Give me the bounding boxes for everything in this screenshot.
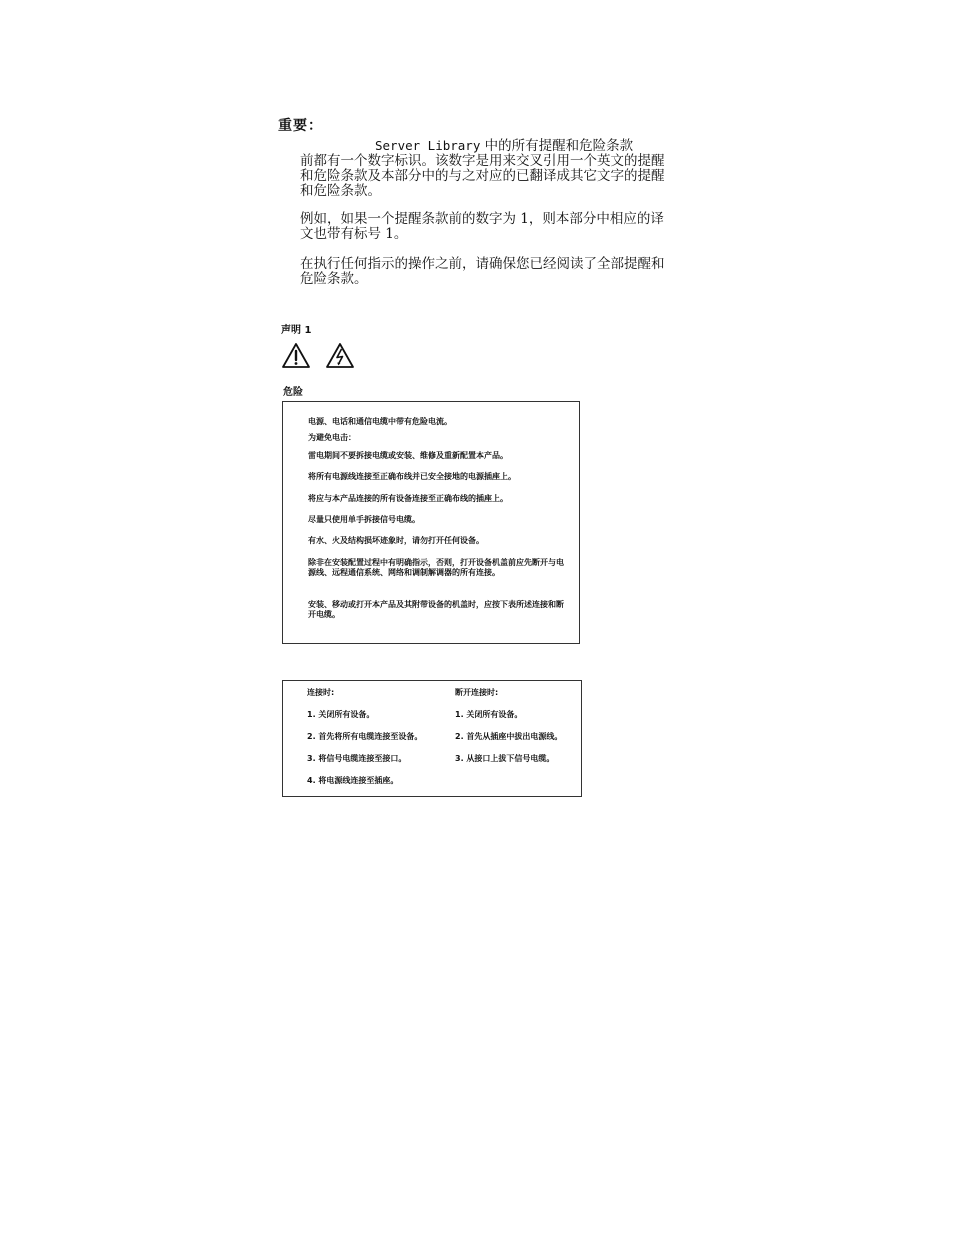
- disconnect-step: 2. 首先从插座中拔出电源线。: [455, 732, 563, 741]
- danger-box: [282, 401, 580, 644]
- danger-line: 除非在安装配置过程中有明确指示，否则，打开设备机盖前应先断开与电源线、远程通信系统、网络和调制解调器的所有连接。: [308, 558, 564, 577]
- intro-first-line: [300, 138, 665, 154]
- connect-step: 3. 将信号电缆连接至接口。: [307, 754, 407, 763]
- hazard-icons: [281, 342, 361, 370]
- intro-rest: 前都有一个数字标识。该数字是用来交叉引用一个英文的提醒和危险条款及本部分中的与之对应的已翻译成其它文字的提醒和危险条款。: [300, 153, 665, 199]
- danger-line: 有水、火及结构损坏迹象时，请勿打开任何设备。: [308, 536, 484, 545]
- connect-header: 连接时:: [307, 688, 335, 697]
- danger-line: 将应与本产品连接的所有设备连接至正确布线的插座上。: [308, 494, 508, 503]
- disconnect-step: 1. 关闭所有设备。: [455, 710, 523, 719]
- example-paragraph: 例如，如果一个提醒条款前的数字为 1，则本部分中相应的译文也带有标号 1。: [300, 211, 664, 242]
- danger-line: 雷电期间不要拆接电缆或安装、维修及重新配置本产品。: [308, 451, 508, 460]
- server-library-text: Server Library: [375, 138, 481, 153]
- danger-line: 为避免电击：: [308, 433, 356, 442]
- warning-triangle-icon: [281, 342, 311, 369]
- important-heading: 重要：: [278, 118, 323, 134]
- danger-line: 电源、电话和通信电缆中带有危险电流。: [308, 417, 452, 426]
- connect-step: 2. 首先将所有电缆连接至设备。: [307, 732, 423, 741]
- statement-label: 声明 1: [281, 325, 312, 336]
- disconnect-step: 3. 从接口上拔下信号电缆。: [455, 754, 555, 763]
- intro-paragraph: [300, 138, 665, 199]
- electrical-hazard-icon: [325, 342, 355, 369]
- read-all-paragraph: 在执行任何指示的操作之前，请确保您已经阅读了全部提醒和危险条款。: [300, 256, 665, 287]
- danger-line: 安装、移动或打开本产品及其附带设备的机盖时，应按下表所述连接和断开电缆。: [308, 600, 564, 619]
- danger-line: 将所有电源线连接至正确布线并已安全接地的电源插座上。: [308, 472, 516, 481]
- connection-table: [282, 680, 582, 797]
- danger-line: 尽量只使用单手拆接信号电缆。: [308, 515, 420, 524]
- disconnect-header: 断开连接时:: [455, 688, 499, 697]
- connect-step: 4. 将电源线连接至插座。: [307, 776, 399, 785]
- connect-step: 1. 关闭所有设备。: [307, 710, 375, 719]
- intro-first-line-rest: 中的所有提醒和危险条款: [480, 138, 634, 154]
- danger-label: 危险: [283, 387, 303, 398]
